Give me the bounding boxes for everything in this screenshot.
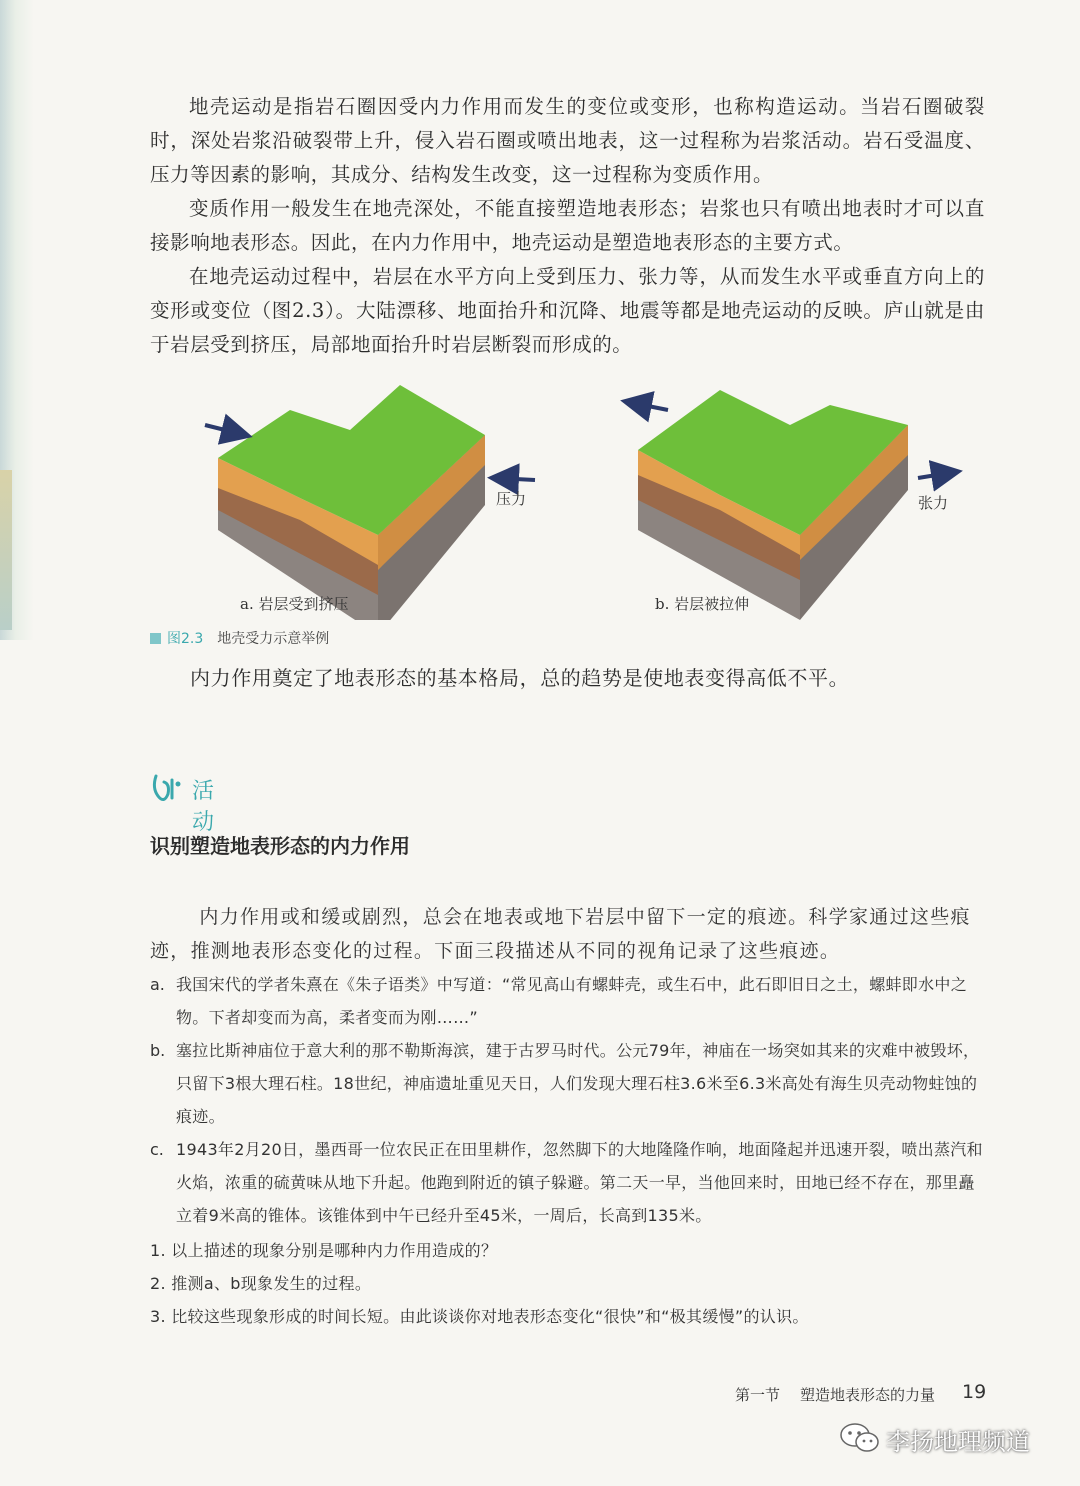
- wechat-icon: [838, 1420, 882, 1456]
- tension-arrow-right: [918, 472, 955, 478]
- question-2: 2. 推测a、b现象发生的过程。: [150, 1274, 372, 1293]
- activity-icon: [150, 770, 186, 806]
- figure-caption: [150, 628, 329, 648]
- item-text: 塞拉比斯神庙位于意大利的那不勒斯海滨，建于古罗马时代。公元79年，神庙在一场突如其来的灾难中被毁坏，只留下3根大理石柱。18世纪，神庙遗址重见天日，人们发现大理石柱3.6米至6.3米高处有海生贝壳动物蛀蚀的痕迹。: [176, 1041, 980, 1126]
- paragraph-crustal-movement: 地壳运动是指岩石圈因受内力作用而发生的变位或变形，也称构造运动。当岩石圈破裂时，深处岩浆沿破裂带上升，侵入岩石圈或喷出地表，这一过程称为岩浆活动。岩石受温度、压力等因素的影响，其成分、结构发生改变，这一过程称为变质作用。: [150, 95, 985, 186]
- panel-a-label: a. 岩层受到挤压: [240, 595, 349, 613]
- footer-title: 塑造地表形态的力量: [800, 1386, 936, 1404]
- activity-intro: 内力作用或和缓或剧烈，总会在地表或地下岩层中留下一定的痕迹。科学家通过这些痕迹，推测地表形态变化的过程。下面三段描述从不同的视角记录了这些痕迹。: [150, 906, 971, 962]
- pressure-arrow-left: [205, 425, 245, 435]
- page-number: 19: [962, 1381, 987, 1403]
- caption-number: 图2.3: [167, 631, 204, 647]
- item-label: b.: [150, 1041, 166, 1060]
- activity-item-b: [150, 1034, 985, 1133]
- caption-text: 地壳受力示意举例: [217, 631, 330, 647]
- figure-illustration: [150, 380, 985, 620]
- figure-2-3: [150, 380, 985, 660]
- activity-item-a: [150, 968, 985, 1034]
- watermark-text: 李扬地理频道: [886, 1428, 1030, 1456]
- paragraph-forces: 在地壳运动过程中，岩层在水平方向上受到压力、张力等，从而发生水平或垂直方向上的变形或变位（图2.3）。大陆漂移、地面抬升和沉降、地震等都是地壳运动的反映。庐山就是由于岩层受到挤压，局部地面抬升时岩层断裂而形成的。: [150, 265, 985, 356]
- activity-item-c: [150, 1133, 985, 1232]
- item-label: a.: [150, 975, 165, 994]
- page-edge: [0, 0, 34, 640]
- paragraph-metamorphism: 变质作用一般发生在地壳深处，不能直接塑造地表形态；岩浆也只有喷出地表时才可以直接影响地表形态。因此，在内力作用中，地壳运动是塑造地表形态的主要方式。: [150, 197, 985, 254]
- tension-arrow-left: [628, 402, 668, 410]
- stretched-block: [628, 390, 955, 620]
- item-text: 1943年2月20日，墨西哥一位农民正在田里耕作，忽然脚下的大地隆隆作响，地面隆起并迅速开裂，喷出蒸汽和火焰，浓重的硫黄味从地下升起。他跑到附近的镇子躲避。第二天一早，当他回来时，田地已经不存在，那里矗立着9米高的锥体。该锥体到中午已经升至45米，一周后，长高到135米。: [176, 1140, 983, 1225]
- watermark: [838, 1420, 1030, 1456]
- compressed-block: [205, 385, 535, 620]
- footer-section: 第一节: [735, 1386, 781, 1404]
- panel-b-label: b. 岩层被拉伸: [655, 595, 750, 613]
- activity-title: 识别塑造地表形态的内力作用: [150, 834, 410, 858]
- question-1: 1. 以上描述的现象分别是哪种内力作用造成的？: [150, 1241, 498, 1260]
- item-text: 我国宋代的学者朱熹在《朱子语类》中写道：“常见高山有螺蚌壳，或生石中，此石即旧日之土，螺蚌即水中之物。下者却变而为高，柔者变而为刚……”: [176, 975, 967, 1027]
- pressure-label: 压力: [496, 490, 527, 508]
- caption-marker: [150, 633, 161, 644]
- item-label: c.: [150, 1140, 164, 1159]
- question-3: 3. 比较这些现象形成的时间长短。由此谈谈你对地表形态变化“很快”和“极其缓慢”的认识。: [150, 1307, 809, 1326]
- pressure-arrow-right: [495, 478, 535, 480]
- summary-sentence: 内力作用奠定了地表形态的基本格局，总的趋势是使地表变得高低不平。: [190, 666, 850, 690]
- tension-label: 张力: [918, 494, 949, 512]
- activity-label: 活动: [192, 779, 223, 835]
